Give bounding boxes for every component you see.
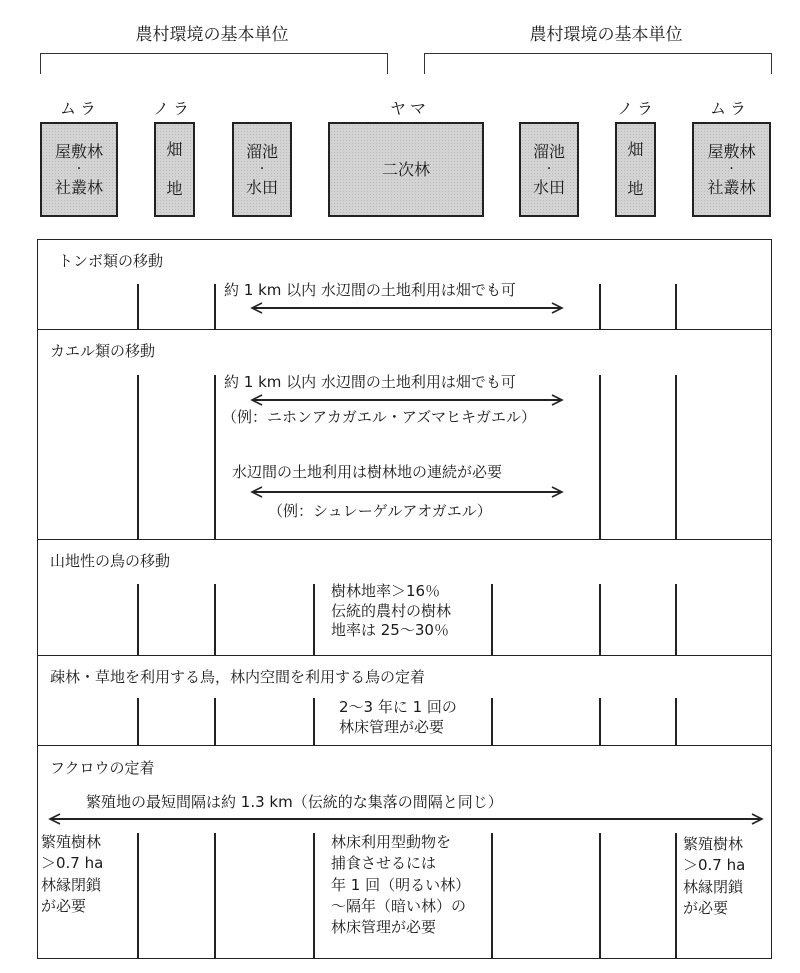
note-line: ＞0.7 ha	[41, 854, 104, 873]
column-divider	[675, 375, 677, 539]
zone-box-hatachi-right	[615, 122, 656, 217]
frog-example-field: （例：ニホンアカガエル・アズマヒキガエル）	[222, 408, 536, 426]
note-line: 樹林地率＞16％	[331, 582, 441, 600]
row-title-dragonfly: トンボ類の移動	[58, 252, 164, 270]
zone-box-yashikirin-right	[692, 122, 771, 217]
column-divider	[137, 833, 139, 959]
note-line: 地率は 25～30％	[331, 621, 449, 639]
zone-box-nijirin	[328, 122, 484, 217]
column-divider	[137, 698, 139, 745]
zone-separator: ・	[544, 163, 554, 175]
row-title-owl: フクロウの定着	[50, 759, 155, 777]
note-line: 伝統的農村の樹林	[331, 601, 452, 620]
zone-text: 水田	[532, 177, 565, 197]
column-divider	[137, 375, 139, 539]
note-line: 2～3 年に 1 回の	[339, 698, 457, 716]
frog-range-arrow-forest	[250, 486, 564, 498]
frog-range-note-forest: 水辺間の土地利用は樹林地の連続が必要	[232, 463, 503, 481]
column-divider	[599, 284, 601, 329]
row-title-sparse-forest-bird: 疎林・草地を利用する鳥，林内空間を利用する鳥の定着	[50, 668, 426, 686]
zone-box-hatachi-left	[154, 122, 195, 217]
column-divider	[214, 584, 216, 655]
frog-range-arrow-field	[250, 394, 564, 406]
zone-text: 二次林	[381, 159, 430, 179]
note-line: 林床利用型動物を	[331, 833, 452, 851]
zone-separator: ・	[726, 163, 737, 175]
note-line: 林縁閉鎖	[683, 877, 744, 896]
unit-bracket-right	[424, 53, 772, 74]
column-divider	[599, 584, 601, 655]
column-divider	[675, 833, 677, 959]
owl-left-note	[41, 832, 103, 917]
unit-bracket-left	[40, 53, 388, 74]
dragonfly-range-arrow	[250, 302, 564, 314]
zone-text: 溜池	[532, 142, 565, 162]
note-line: ＞0.7 ha	[683, 856, 746, 875]
frog-range-note-field: 約 1 km 以内 水辺間の土地利用は畑でも可	[224, 373, 516, 391]
column-divider	[675, 584, 677, 655]
note-line: 年 1 回（明るい林）	[331, 875, 471, 894]
zone-separator: ・	[257, 163, 267, 175]
column-divider	[214, 833, 216, 959]
zone-text: 水田	[245, 177, 278, 197]
note-line: が必要	[683, 898, 729, 917]
zone-text: 社叢林	[54, 177, 103, 197]
column-divider	[599, 698, 601, 745]
column-divider	[675, 698, 677, 745]
column-divider	[491, 833, 493, 959]
zone-box-tameike-right	[519, 122, 579, 217]
column-divider	[599, 833, 601, 959]
frog-example-forest: （例：シュレーゲルアオガエル）	[268, 502, 492, 520]
note-line: 捕食させるには	[331, 854, 437, 873]
mountain-bird-note	[331, 582, 451, 641]
zone-box-tameike-left	[232, 122, 292, 217]
zone-label-yama: ヤマ	[389, 99, 430, 118]
zone-text: 畑	[627, 140, 644, 160]
column-divider	[137, 284, 139, 329]
column-divider	[214, 698, 216, 745]
zone-box-yashikirin-left	[40, 122, 118, 217]
column-divider	[214, 375, 216, 539]
note-line: 繁殖樹林	[41, 833, 102, 851]
column-divider	[214, 284, 216, 329]
zone-text: 地	[627, 178, 644, 198]
note-line: 林縁閉鎖	[41, 875, 102, 894]
zone-text: 屋敷林	[707, 142, 756, 162]
note-line: 繁殖樹林	[683, 835, 744, 853]
zone-text: 社叢林	[707, 177, 756, 197]
zone-label-nora-right: ノラ	[616, 99, 657, 118]
column-divider	[599, 375, 601, 539]
owl-span-note: 繁殖地の最短間隔は約 1.3 km（伝統的な集落の間隔と同じ）	[86, 793, 503, 811]
zone-text: 畑	[166, 140, 183, 160]
column-divider	[675, 284, 677, 329]
owl-center-note	[331, 832, 470, 938]
dragonfly-range-note: 約 1 km 以内 水辺間の土地利用は畑でも可	[224, 281, 516, 299]
note-line: が必要	[41, 896, 87, 915]
column-divider	[313, 698, 315, 745]
owl-span-arrow	[48, 813, 764, 825]
row-title-mountain-bird: 山地性の鳥の移動	[50, 552, 171, 570]
note-line: ～隔年（暗い林）の	[331, 896, 467, 915]
zone-text: 溜池	[245, 142, 278, 162]
owl-right-note	[683, 834, 745, 919]
row-title-frog: カエル類の移動	[50, 342, 156, 360]
zone-text: 地	[166, 178, 183, 198]
note-line: 林床管理が必要	[331, 918, 437, 937]
unit-title-right: 農村環境の基本単位	[529, 25, 683, 45]
column-divider	[313, 833, 315, 959]
note-line: 林床管理が必要	[339, 717, 445, 736]
zone-separator: ・	[74, 163, 84, 175]
column-divider	[137, 584, 139, 655]
zone-label-mura-left: ムラ	[59, 99, 100, 118]
column-divider	[491, 698, 493, 745]
column-divider	[313, 584, 315, 655]
unit-title-left: 農村環境の基本単位	[135, 25, 289, 45]
zone-text: 屋敷林	[54, 142, 103, 162]
zone-label-mura-right: ムラ	[709, 99, 750, 118]
column-divider	[491, 584, 493, 655]
sparse-forest-bird-note	[339, 698, 457, 737]
zone-label-nora-left: ノラ	[152, 99, 193, 118]
